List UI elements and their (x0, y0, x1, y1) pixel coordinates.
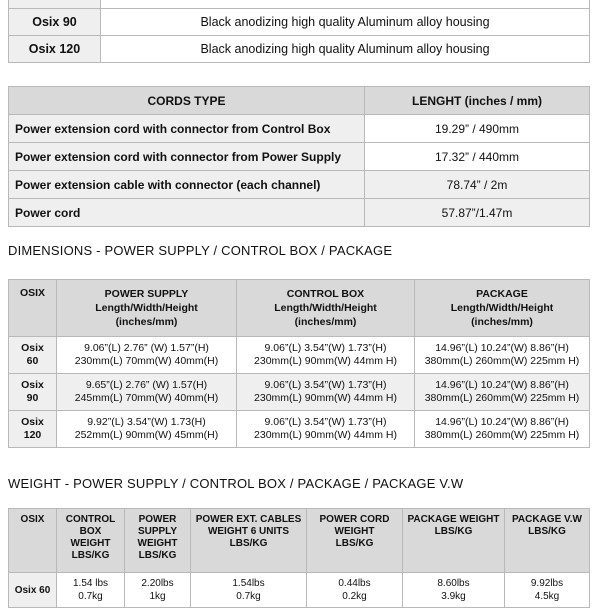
model-cell: Osix 60 (9, 573, 57, 608)
dimensions-table (8, 279, 590, 448)
cord-length: 78.74” / 2m (365, 171, 590, 199)
cords-table (8, 86, 590, 227)
column-header: POWER SUPPLY Length/Width/Height (inches/mm) (57, 280, 237, 337)
control-box-dims: 9.06”(L) 3.54”(W) 1.73”(H) 230mm(L) 90mm(W) 44mm H) (237, 374, 415, 411)
column-header: PACKAGE WEIGHT LBS/KG (403, 509, 505, 573)
control-box-dims: 9.06”(L) 3.54”(W) 1.73”(H) 230mm(L) 90mm(W) 44mm H) (237, 337, 415, 374)
column-header: LENGHT (inches / mm) (365, 87, 590, 115)
model-cell: Osix 90 (9, 9, 101, 36)
table-row (9, 573, 590, 608)
power-supply-dims: 9.06”(L) 2.76” (W) 1.57”(H) 230mm(L) 70mm(W) 40mm(H) (57, 337, 237, 374)
table-row (9, 199, 590, 227)
table-row (9, 9, 590, 36)
column-header: OSIX (9, 509, 57, 573)
table-cell (101, 0, 590, 9)
table-header-row (9, 87, 590, 115)
table-row (9, 143, 590, 171)
housing-table (8, 0, 590, 63)
table-header-row (9, 509, 590, 573)
column-header: CONTROL BOX WEIGHT LBS/KG (57, 509, 125, 573)
column-header: POWER CORD WEIGHT LBS/KG (307, 509, 403, 573)
model-cell: Osix 120 (9, 36, 101, 63)
table-header-row (9, 280, 590, 337)
table-row (9, 374, 590, 411)
column-header: CONTROL BOX Length/Width/Height (inches/mm) (237, 280, 415, 337)
column-header: PACKAGE V.W LBS/KG (505, 509, 590, 573)
table-row (9, 0, 590, 9)
cord-type: Power cord (9, 199, 365, 227)
power-supply-dims: 9.92”(L) 3.54”(W) 1.73(H) 252mm(L) 90mm(W) 45mm(H) (57, 411, 237, 448)
model-cell: Osix 120 (9, 411, 57, 448)
power-supply-weight: 2.20lbs 1kg (125, 573, 191, 608)
table-row (9, 115, 590, 143)
model-cell: Osix 90 (9, 374, 57, 411)
column-header: OSIX (9, 280, 57, 337)
ext-cables-weight: 1.54lbs 0.7kg (191, 573, 307, 608)
housing-desc: Black anodizing high quality Aluminum alloy housing (101, 36, 590, 63)
column-header: CORDS TYPE (9, 87, 365, 115)
model-cell: Osix 60 (9, 337, 57, 374)
power-cord-weight: 0.44lbs 0.2kg (307, 573, 403, 608)
cord-type: Power extension cable with connector (each channel) (9, 171, 365, 199)
package-weight: 8.60lbs 3.9kg (403, 573, 505, 608)
table-cell (9, 0, 101, 9)
weight-table (8, 508, 590, 608)
table-row (9, 36, 590, 63)
package-dims: 14.96”(L) 10.24”(W) 8.86”(H) 380mm(L) 260mm(W) 225mm H) (415, 374, 590, 411)
weight-title: WEIGHT - POWER SUPPLY / CONTROL BOX / PACKAGE / PACKAGE V.W (8, 476, 464, 491)
control-box-dims: 9.06”(L) 3.54”(W) 1.73”(H) 230mm(L) 90mm(W) 44mm H) (237, 411, 415, 448)
control-box-weight: 1.54 lbs 0.7kg (57, 573, 125, 608)
table-row (9, 411, 590, 448)
cord-type: Power extension cord with connector from Control Box (9, 115, 365, 143)
package-vw: 9.92lbs 4.5kg (505, 573, 590, 608)
table-row (9, 171, 590, 199)
cord-length: 19.29” / 490mm (365, 115, 590, 143)
cord-length: 17.32” / 440mm (365, 143, 590, 171)
housing-desc: Black anodizing high quality Aluminum alloy housing (101, 9, 590, 36)
cord-type: Power extension cord with connector from Power Supply (9, 143, 365, 171)
package-dims: 14.96”(L) 10.24”(W) 8.86”(H) 380mm(L) 260mm(W) 225mm H) (415, 411, 590, 448)
package-dims: 14.96”(L) 10.24”(W) 8.86”(H) 380mm(L) 260mm(W) 225mm H) (415, 337, 590, 374)
cord-length: 57.87”/1.47m (365, 199, 590, 227)
dimensions-title: DIMENSIONS - POWER SUPPLY / CONTROL BOX / PACKAGE (8, 243, 393, 258)
column-header: POWER SUPPLY WEIGHT LBS/KG (125, 509, 191, 573)
column-header: PACKAGE Length/Width/Height (inches/mm) (415, 280, 590, 337)
power-supply-dims: 9.65”(L) 2.76” (W) 1.57(H) 245mm(L) 70mm(W) 40mm(H) (57, 374, 237, 411)
column-header: POWER EXT. CABLES WEIGHT 6 UNITS LBS/KG (191, 509, 307, 573)
table-row (9, 337, 590, 374)
